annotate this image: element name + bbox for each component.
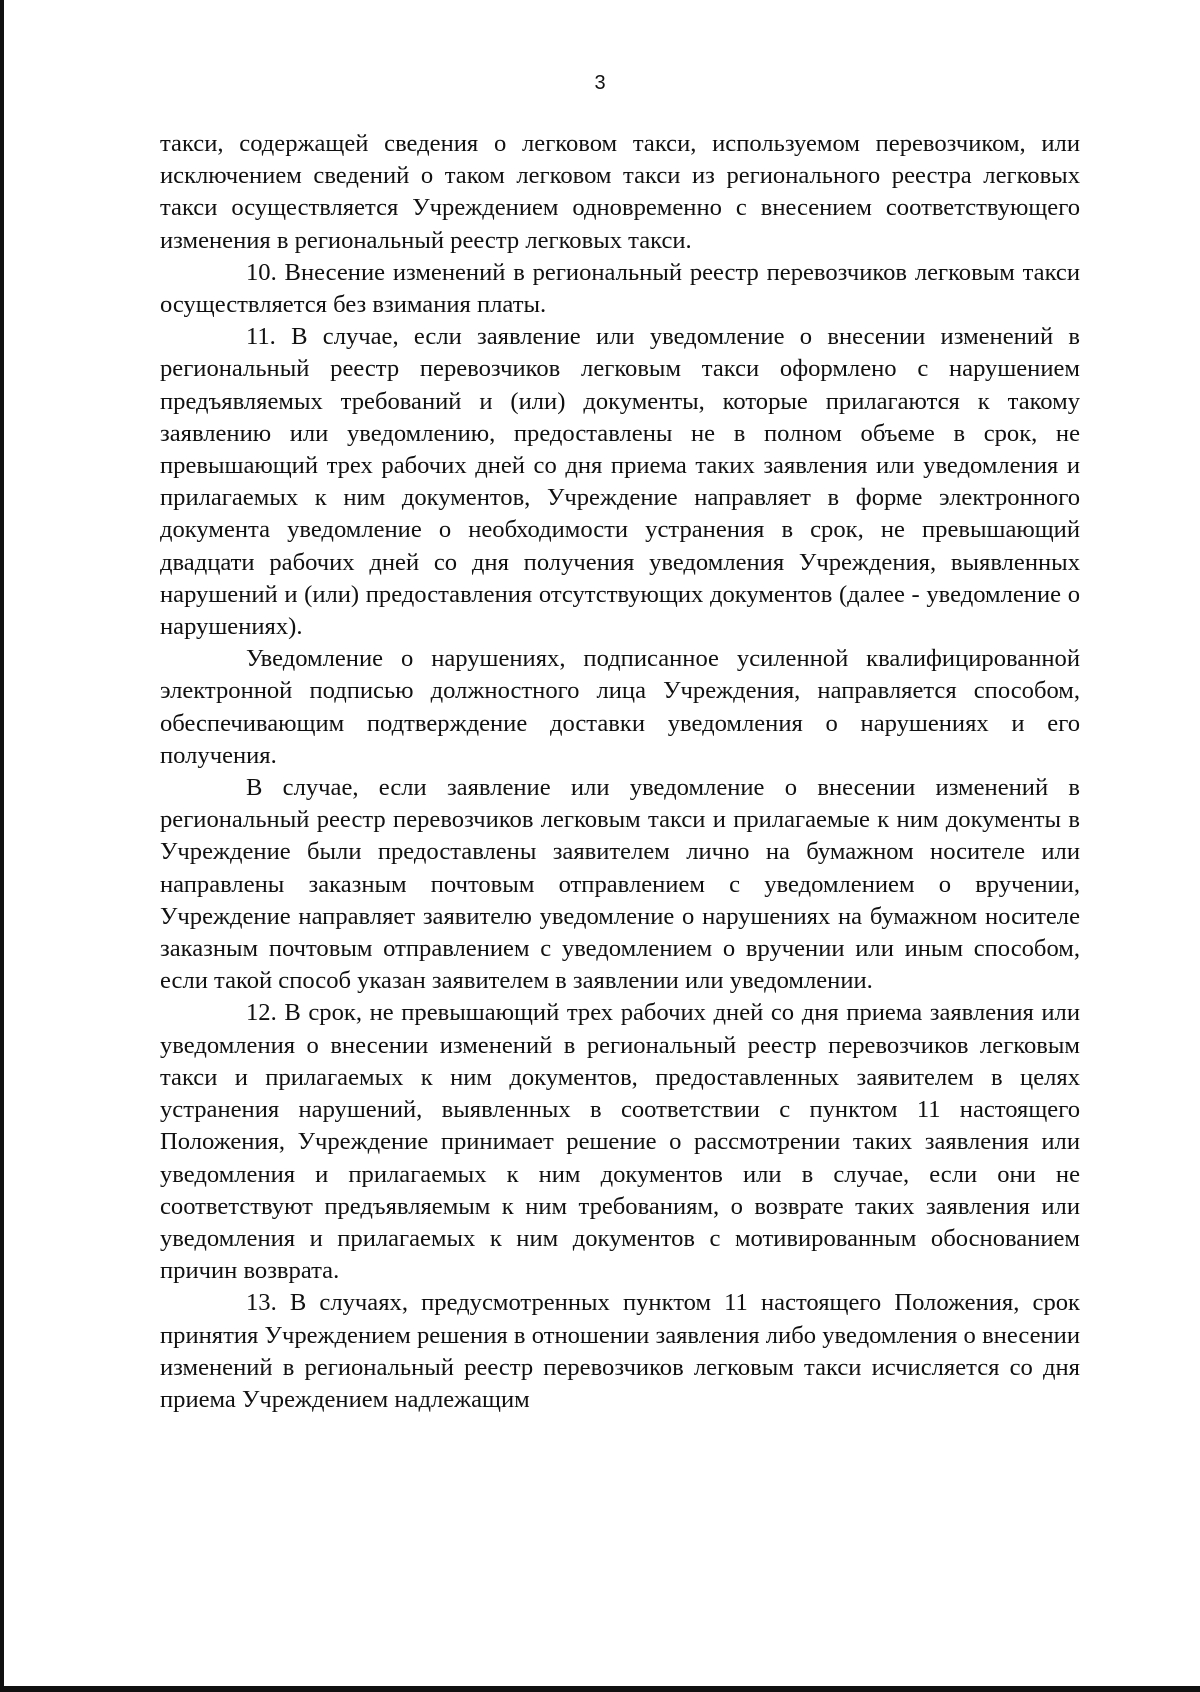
- paragraph-item-13: 13. В случаях, предусмотренных пунктом 11 настоящего Положения, срок принятия Учреждением решения в отношении заявления либо уведомления о внесении изменений в региональный реестр перевозчиков легковым такси исчисляется со дня приема Учреждением надлежащим: [160, 1289, 1080, 1413]
- paragraph-item-12: 12. В срок, не превышающий трех рабочих дней со дня приема заявления или уведомления о внесении изменений в региональный реестр перевозчиков легковым такси и прилагаемых к ним документов, предоставленных заявителем в целях устранения нарушений, выявленных в соответствии с пунктом 11 настоящего Положения, Учреждение принимает решение о рассмотрении таких заявления или уведомления и прилагаемых к ним документов или в случае, если они не соответствуют предъявляемым к ним требованиям, о возврате таких заявления или уведомления и прилагаемых к ним документов с мотивированным обоснованием причин возврата.: [160, 999, 1080, 1285]
- page-number: 3: [594, 72, 606, 94]
- document-body: [160, 128, 1080, 1416]
- paragraph-notice-signature: Уведомление о нарушениях, подписанное усиленной квалифицированной электронной подписью должностного лица Учреждения, направляется способом, обеспечивающим подтверждение доставки уведомления о нарушениях и его получения.: [160, 645, 1080, 769]
- paragraph-item-10: 10. Внесение изменений в региональный реестр перевозчиков легковым такси осуществляется без взимания платы.: [160, 258, 1080, 319]
- paragraph-continuation: такси, содержащей сведения о легковом такси, используемом перевозчиком, или исключением сведений о таком легковом такси из регионального реестра легковых такси осуществляется Учреждением одновременно с внесением соответствующего изменения в региональный реестр легковых такси.: [160, 130, 1080, 254]
- scan-edge-left: [0, 0, 4, 1692]
- paragraph-item-11: 11. В случае, если заявление или уведомление о внесении изменений в региональный реестр перевозчиков легковым такси оформлено с нарушением предъявляемых требований и (или) документы, которые прилагаются к такому заявлению или уведомлению, предоставлены не в полном объеме в срок, не превышающий трех рабочих дней со дня приема таких заявления или уведомления и прилагаемых к ним документов, Учреждение направляет в форме электронного документа уведомление о необходимости устранения в срок, не превышающий двадцати рабочих дней со дня получения уведомления Учреждения, выявленных нарушений и (или) предоставления отсутствующих документов (далее - уведомление о нарушениях).: [160, 323, 1080, 641]
- paragraph-paper-delivery: В случае, если заявление или уведомление о внесении изменений в региональный реестр перевозчиков легковым такси и прилагаемые к ним документы в Учреждение были предоставлены заявителем лично на бумажном носителе или направлены заказным почтовым отправлением с уведомлением о вручении, Учреждение направляет заявителю уведомление о нарушениях на бумажном носителе заказным почтовым отправлением с уведомлением о вручении или иным способом, если такой способ указан заявителем в заявлении или уведомлении.: [160, 774, 1080, 995]
- scan-edge-bottom: [0, 1686, 1200, 1692]
